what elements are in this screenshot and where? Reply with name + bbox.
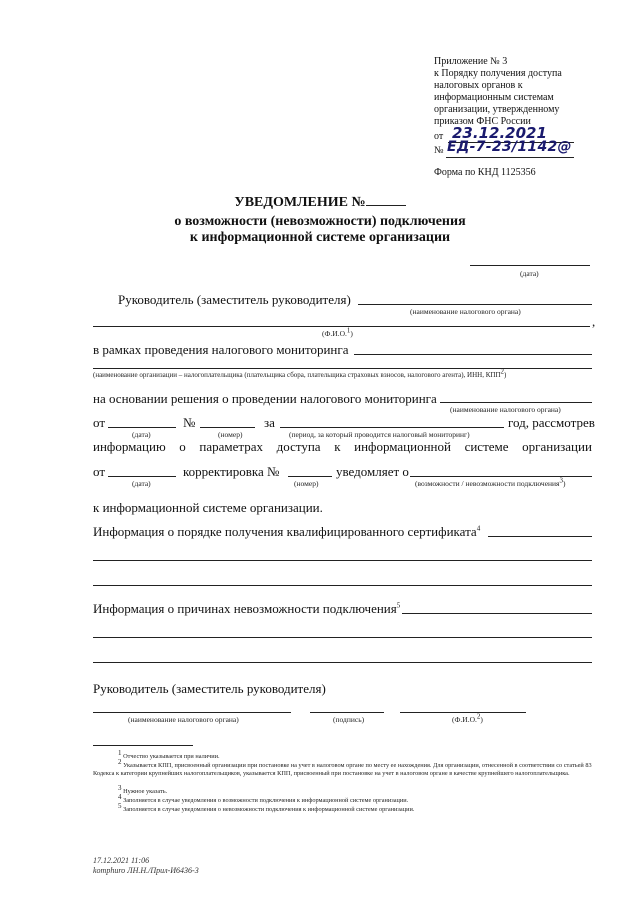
label-to-system: к информационной системе организации.: [93, 500, 323, 515]
fio-2-footnote-ref: 2: [476, 712, 481, 721]
caption-fio-close: ): [350, 329, 353, 338]
caption-possibility-text: (возможности / невозможности подключения: [415, 479, 560, 488]
footnote-4: [118, 793, 598, 805]
tax-organ-field[interactable]: [358, 304, 592, 305]
fio-comma: ,: [592, 314, 596, 329]
period-field[interactable]: [280, 427, 504, 428]
appendix-line-6: приказом ФНС России: [434, 116, 531, 127]
cert-footnote-ref: 4: [476, 524, 481, 533]
label-number: №: [183, 415, 196, 430]
caption-number: (номер): [218, 430, 243, 439]
label-reasons-text: Информация о причинах невозможности подключения: [93, 601, 397, 616]
print-stamp: [93, 856, 199, 876]
caption-date-2: (дата): [132, 430, 151, 439]
word: организации: [522, 439, 592, 454]
decision-date-field[interactable]: [108, 427, 176, 428]
kpp-footnote-ref: 2: [500, 367, 505, 376]
signature-field[interactable]: [310, 712, 384, 713]
caption-tax-organ-3: (наименование налогового органа): [128, 715, 239, 724]
appendix-line-1: Приложение № 3: [434, 56, 508, 67]
reasons-footnote-ref: 5: [396, 601, 401, 610]
reasons-field[interactable]: [402, 613, 592, 614]
print-stamp-line-1: 17.12.2021 11:06: [93, 856, 150, 865]
appendix-line-4: информационным системам: [434, 92, 554, 103]
notice-subtitle-1: о возможности (невозможности) подключения: [174, 214, 466, 229]
possibility-field[interactable]: [410, 476, 592, 477]
notice-title-text: УВЕДОМЛЕНИЕ №: [234, 195, 366, 210]
footnote-5: [118, 802, 598, 814]
info-params-line: [93, 439, 592, 454]
label-head: Руководитель (заместитель руководителя): [118, 292, 351, 307]
caption-fio-2-close: ): [480, 715, 483, 724]
decision-field[interactable]: [440, 402, 592, 403]
organization-field[interactable]: [93, 368, 592, 369]
caption-tax-organ-2: (наименование налогового органа): [450, 405, 561, 414]
decision-number-field[interactable]: [200, 427, 255, 428]
appendix-number-label: №: [434, 145, 444, 156]
caption-period: (период, за который проводится налоговый мониторинг): [289, 430, 470, 439]
fio-field[interactable]: [93, 326, 590, 327]
possibility-footnote-ref: 3: [559, 476, 564, 485]
params-date-field[interactable]: [108, 476, 176, 477]
footnote-5-text: Заполняется в случае уведомления о невозможности подключения к информационной системе организации.: [123, 806, 415, 814]
sign-fio-field[interactable]: [400, 712, 526, 713]
correction-number-field[interactable]: [288, 476, 332, 477]
monitoring-field[interactable]: [354, 354, 592, 355]
footnote-1: [118, 749, 598, 761]
footnote-3-text: Нужное указать.: [123, 788, 168, 796]
caption-possibility-close: ): [563, 479, 566, 488]
footnote-2-text: Указывается КПП, присвоенный организации при постановке на учет в налоговом органе по месту ее нахождения. Для организации, отнесенной в соответствии со статьей 83 Кодекса к категории крупнейших налогоплательщиков, указывается КПП, присвоенный при постановке на учет в налоговом органе в качестве крупнейшего налогоплательщика.: [93, 762, 592, 778]
label-reasons: [93, 601, 400, 616]
label-cert-info: [93, 524, 480, 539]
caption-possibility: [415, 476, 566, 488]
caption-fio-text: (Ф.И.О.: [322, 329, 347, 338]
appendix-date-label: от: [434, 131, 444, 142]
reasons-line-2[interactable]: [93, 637, 592, 638]
word: информационной: [354, 439, 451, 454]
appendix-line-5: организации, утвержденному: [434, 104, 560, 115]
notice-title: [0, 195, 640, 211]
footnote-5-number: 5: [118, 802, 122, 810]
word: доступа: [276, 439, 321, 454]
caption-fio: [322, 326, 353, 338]
appendix-line-3: налоговых органов к: [434, 80, 523, 91]
caption-organization-text: (наименование организации – налогоплательщика (плательщика сбора, плательщика страховых взносов, налогового агента), ИНН, КПП: [93, 371, 501, 379]
label-year-consider: год, рассмотрев: [508, 415, 595, 430]
label-cert-info-text: Информация о порядке получения квалифицированного сертификата: [93, 524, 477, 539]
footnote-4-text: Заполняется в случае уведомления о возможности подключения к информационной системе организации.: [123, 797, 409, 805]
label-correction: корректировка №: [183, 464, 280, 479]
label-decision: на основании решения о проведении налогового мониторинга: [93, 391, 437, 406]
word: информацию: [93, 439, 166, 454]
footnote-separator: [93, 745, 193, 746]
sign-tax-organ-field[interactable]: [93, 712, 291, 713]
word: параметрах: [199, 439, 264, 454]
label-from-2: от: [93, 464, 106, 479]
date-field[interactable]: [470, 265, 590, 266]
caption-number-2: (номер): [294, 479, 319, 488]
caption-organization: [93, 367, 507, 380]
appendix-line-2: к Порядку получения доступа: [434, 68, 562, 79]
appendix-number-line: [446, 157, 574, 158]
fio-footnote-ref: 1: [346, 326, 351, 335]
caption-tax-organ: (наименование налогового органа): [410, 307, 521, 316]
label-for: за: [264, 415, 275, 430]
word: системе: [464, 439, 509, 454]
word: к: [334, 439, 341, 454]
caption-signature: (подпись): [333, 715, 365, 724]
label-from: от: [93, 415, 106, 430]
footnote-1-number: 1: [118, 749, 122, 757]
label-monitoring: в рамках проведения налогового мониторинга: [93, 342, 349, 357]
appendix-date-handwritten: 23.12.2021: [452, 124, 547, 142]
caption-date: (дата): [520, 269, 539, 278]
knd-form-code: Форма по КНД 1125356: [434, 167, 536, 178]
footnote-2: [93, 758, 605, 778]
caption-organization-close: ): [504, 371, 507, 379]
caption-date-3: (дата): [132, 479, 151, 488]
footnote-1-text: Отчество указывается при наличии.: [123, 753, 220, 761]
caption-fio-2: [452, 712, 483, 724]
cert-info-line-3[interactable]: [93, 585, 592, 586]
appendix-block: [434, 56, 604, 128]
print-stamp-line-2: komphuro ЛН.Н./Прил-И6436-3: [93, 866, 199, 875]
footnote-4-number: 4: [118, 793, 122, 801]
footnote-3-number: 3: [118, 784, 122, 792]
label-head-2: Руководитель (заместитель руководителя): [93, 681, 326, 696]
footnote-3: [118, 784, 598, 796]
notice-subtitle-2: к информационной системе организации: [189, 230, 451, 245]
cert-info-field[interactable]: [488, 536, 592, 537]
word: о: [179, 439, 186, 454]
reasons-line-3[interactable]: [93, 662, 592, 663]
footnote-2-number: 2: [118, 758, 122, 766]
label-notify: уведомляет о: [336, 464, 409, 479]
appendix-number-handwritten: ЕД-7-23/1142@: [447, 139, 572, 155]
cert-info-line-2[interactable]: [93, 560, 592, 561]
caption-fio-2-text: (Ф.И.О.: [452, 715, 477, 724]
